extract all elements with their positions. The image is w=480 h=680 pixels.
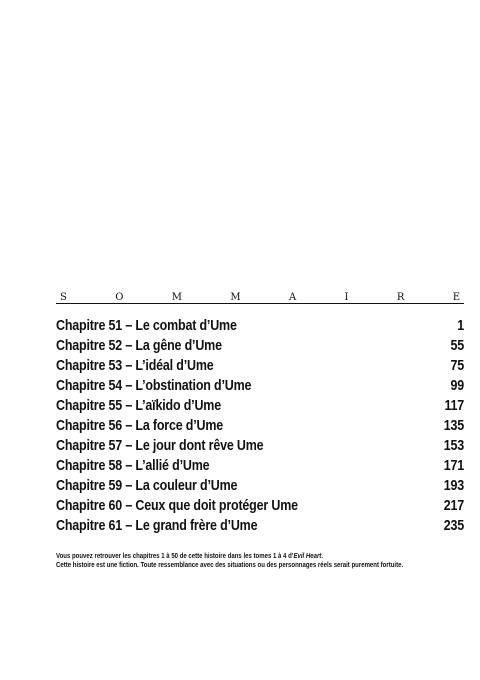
toc-entry [56, 378, 464, 398]
toc-heading-letter: O [115, 292, 124, 303]
toc-list [56, 318, 464, 538]
footnote-series-title: Evil Heart [293, 551, 322, 560]
toc-entry-title: Chapitre 60 – Ceux que doit protéger Ume [56, 498, 298, 514]
toc-heading-letter: A [288, 292, 297, 303]
toc-entry [56, 498, 464, 518]
toc-heading [56, 292, 464, 306]
toc-entry-page: 135 [443, 418, 465, 434]
toc-entry [56, 358, 464, 378]
toc-entry-page: 171 [443, 458, 465, 474]
toc-entry-title: Chapitre 56 – La force d’Ume [56, 418, 224, 434]
toc-entry-title: Chapitre 57 – Le jour dont rêve Ume [56, 438, 264, 454]
toc-entry-page: 75 [450, 358, 465, 374]
toc-entry-title: Chapitre 53 – L’idéal d’Ume [56, 358, 214, 374]
footnote-line-1-suffix: . [321, 551, 324, 560]
toc-entry-title: Chapitre 55 – L’aïkido d’Ume [56, 398, 221, 414]
toc-entry-page: 1 [457, 318, 465, 334]
toc-heading-rule [56, 303, 464, 304]
toc-entry [56, 438, 464, 458]
toc-entry [56, 518, 464, 538]
toc-heading-letter: M [171, 292, 182, 303]
table-of-contents [56, 292, 464, 538]
footnote [56, 551, 442, 569]
footnote-line-1 [56, 551, 442, 560]
toc-heading-letter: R [396, 292, 405, 303]
toc-heading-letter: E [452, 292, 460, 303]
toc-entry [56, 478, 464, 498]
toc-entry-title: Chapitre 58 – L’allié d’Ume [56, 458, 210, 474]
toc-entry-page: 217 [443, 498, 465, 514]
toc-entry [56, 338, 464, 358]
toc-heading-letter: I [344, 292, 349, 303]
toc-entry-title: Chapitre 51 – Le combat d’Ume [56, 318, 237, 334]
toc-entry [56, 458, 464, 478]
toc-entry [56, 318, 464, 338]
toc-entry-page: 99 [450, 378, 465, 394]
toc-entry-page: 117 [444, 398, 465, 414]
toc-entry-title: Chapitre 61 – Le grand frère d’Ume [56, 518, 258, 534]
footnote-line-2: Cette histoire est une fiction. Toute ressemblance avec des situations ou des personnages réels serait purement fortuite. [56, 560, 404, 569]
toc-entry-title: Chapitre 59 – La couleur d’Ume [56, 478, 238, 494]
toc-entry-title: Chapitre 54 – L’obstination d’Ume [56, 378, 252, 394]
toc-entry-page: 193 [443, 478, 465, 494]
toc-entry-title: Chapitre 52 – La gêne d’Ume [56, 338, 222, 354]
toc-entry-page: 235 [443, 518, 465, 534]
toc-heading-letter: M [230, 292, 241, 303]
footnote-line-1-prefix: Vous pouvez retrouver les chapitres 1 à 50 de cette histoire dans les tomes 1 à 4 d’ [56, 551, 294, 560]
toc-entry [56, 418, 464, 438]
toc-heading-letter: S [60, 292, 67, 303]
toc-entry-page: 55 [450, 338, 465, 354]
toc-entry [56, 398, 464, 418]
toc-entry-page: 153 [443, 438, 465, 454]
